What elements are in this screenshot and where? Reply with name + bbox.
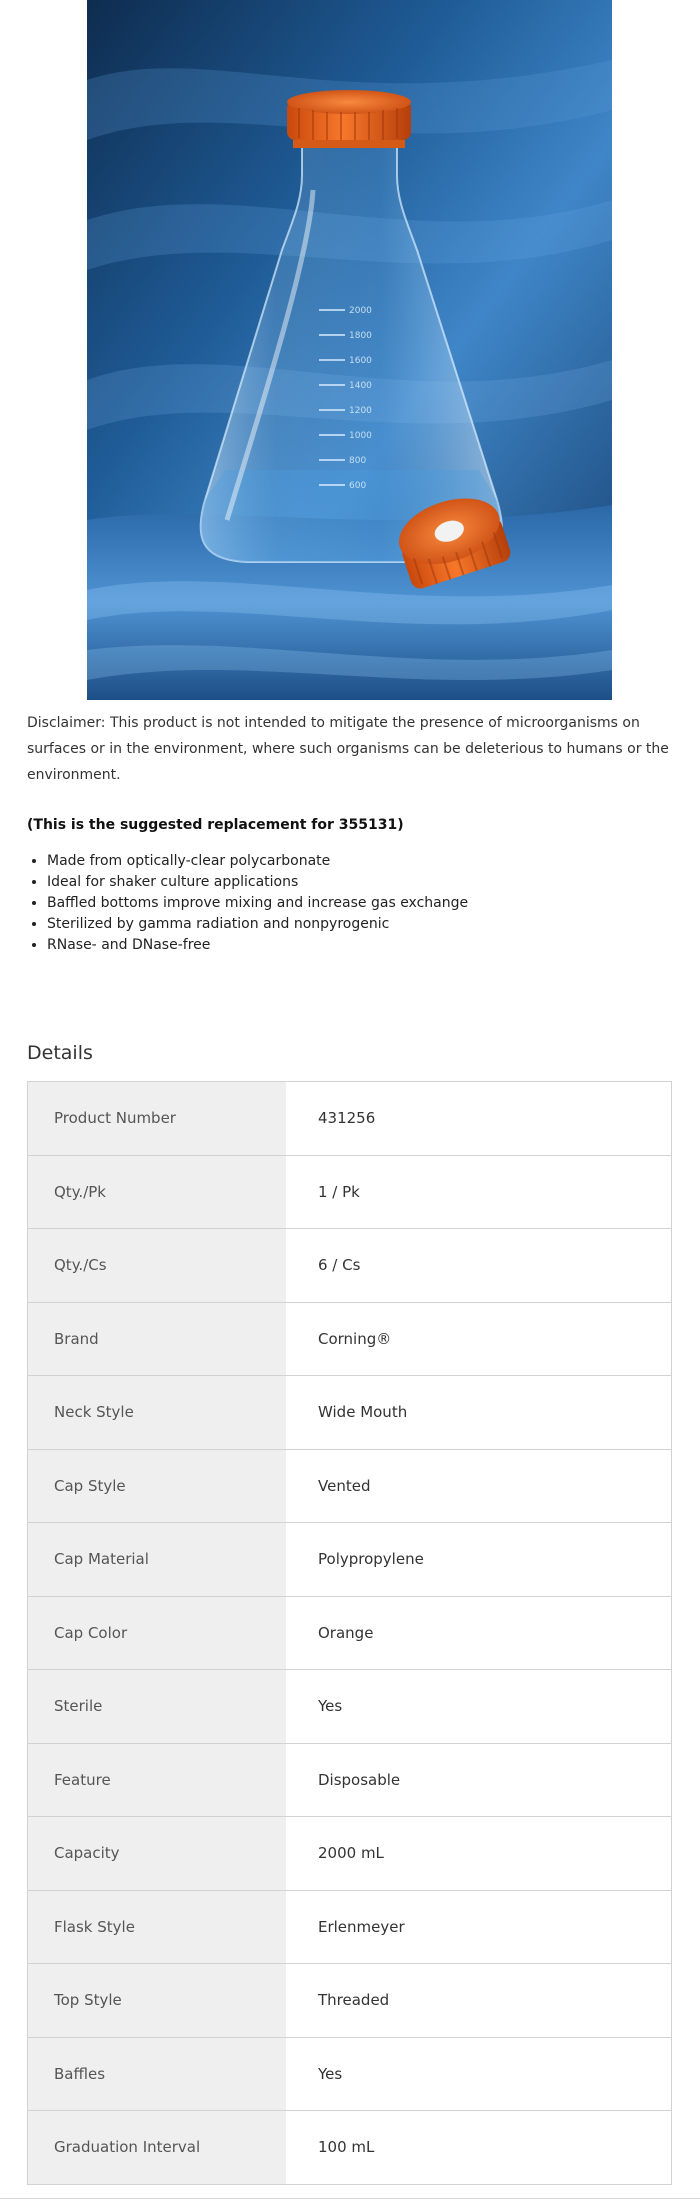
- feature-list: [27, 851, 468, 956]
- spec-label: Feature: [28, 1743, 287, 1817]
- spec-label: Cap Style: [28, 1449, 287, 1523]
- spec-label: Top Style: [28, 1964, 287, 2038]
- spec-value: Yes: [286, 1670, 672, 1744]
- graduation-label: 1800: [349, 331, 372, 341]
- spec-label: Flask Style: [28, 1890, 287, 1964]
- spec-value: Disposable: [286, 1743, 672, 1817]
- spec-value: Wide Mouth: [286, 1376, 672, 1450]
- table-row: [28, 1155, 672, 1229]
- disclaimer-text: Disclaimer: This product is not intended to mitigate the presence of microorganisms on surfaces or in the environment, where such organisms can be deleterious to humans or the environment.: [27, 715, 669, 783]
- spec-value: Orange: [286, 1596, 672, 1670]
- replacement-note: (This is the suggested replacement for 355131): [27, 817, 404, 833]
- table-row: [28, 1376, 672, 1450]
- spec-label: Brand: [28, 1302, 287, 1376]
- graduation-label: 1200: [349, 406, 372, 416]
- feature-item: • Made from optically-clear polycarbonate: [47, 851, 468, 872]
- graduation-label: 800: [349, 456, 367, 466]
- table-row: [28, 1670, 672, 1744]
- spec-label: Qty./Pk: [28, 1155, 287, 1229]
- details-heading: Details: [27, 1042, 93, 1064]
- spec-value: Threaded: [286, 1964, 672, 2038]
- table-row: [28, 1964, 672, 2038]
- spec-label: Graduation Interval: [28, 2111, 287, 2185]
- spec-label: Baffles: [28, 2037, 287, 2111]
- graduation-label: 1400: [349, 381, 372, 391]
- product-image: [87, 0, 612, 700]
- spec-value: 431256: [286, 1082, 672, 1156]
- spec-value: Vented: [286, 1449, 672, 1523]
- table-row: [28, 1302, 672, 1376]
- table-row: [28, 1596, 672, 1670]
- graduation-label: 2000: [349, 306, 372, 316]
- spec-label: Capacity: [28, 1817, 287, 1891]
- graduation-label: 1600: [349, 356, 372, 366]
- spec-value: Polypropylene: [286, 1523, 672, 1597]
- spec-value: 2000 mL: [286, 1817, 672, 1891]
- graduation-label: 600: [349, 481, 367, 491]
- table-row: [28, 1229, 672, 1303]
- table-row: [28, 2037, 672, 2111]
- spec-label: Product Number: [28, 1082, 287, 1156]
- spec-value: 1 / Pk: [286, 1155, 672, 1229]
- feature-item: • Sterilized by gamma radiation and nonpyrogenic: [47, 914, 468, 935]
- divider: [0, 2198, 700, 2199]
- details-table: [27, 1081, 672, 2185]
- spec-value: Erlenmeyer: [286, 1890, 672, 1964]
- spec-value: 100 mL: [286, 2111, 672, 2185]
- spec-label: Qty./Cs: [28, 1229, 287, 1303]
- spec-value: Yes: [286, 2037, 672, 2111]
- table-row: [28, 1449, 672, 1523]
- feature-item: • Ideal for shaker culture applications: [47, 872, 468, 893]
- spec-label: Neck Style: [28, 1376, 287, 1450]
- spec-value: Corning®: [286, 1302, 672, 1376]
- feature-item: • Baffled bottoms improve mixing and increase gas exchange: [47, 893, 468, 914]
- spec-label: Cap Material: [28, 1523, 287, 1597]
- feature-item: • RNase- and DNase-free: [47, 935, 468, 956]
- table-row: [28, 1890, 672, 1964]
- spec-label: Sterile: [28, 1670, 287, 1744]
- spec-value: 6 / Cs: [286, 1229, 672, 1303]
- table-row: [28, 1817, 672, 1891]
- flask-cap: [287, 90, 411, 148]
- table-row: [28, 2111, 672, 2185]
- spec-label: Cap Color: [28, 1596, 287, 1670]
- graduation-label: 1000: [349, 431, 372, 441]
- table-row: [28, 1743, 672, 1817]
- table-row: [28, 1082, 672, 1156]
- table-row: [28, 1523, 672, 1597]
